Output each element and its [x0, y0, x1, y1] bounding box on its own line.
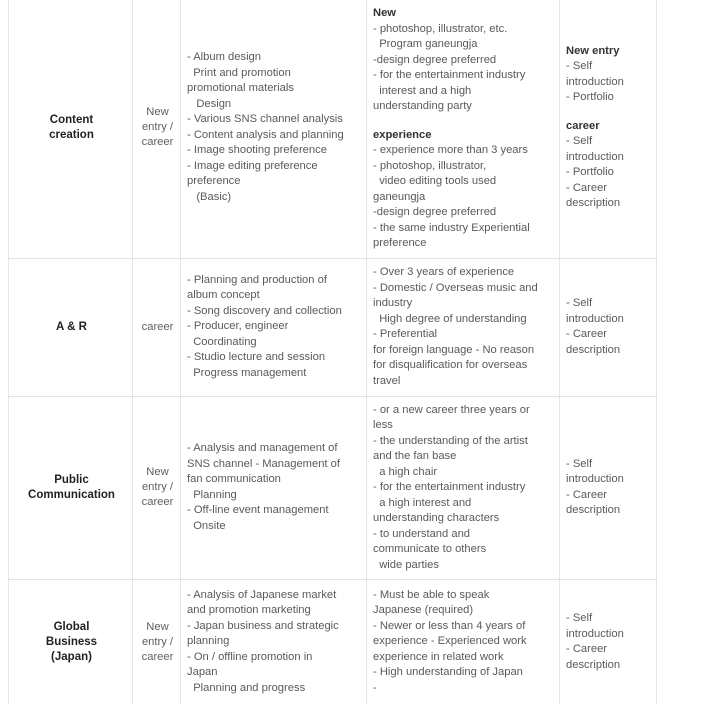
duty-line: - Album design — [187, 51, 262, 64]
duty-line: Progress management — [187, 366, 307, 379]
duty-line: Design — [187, 97, 232, 110]
document-line: - Career — [566, 488, 608, 501]
duty-line: promotional materials — [187, 82, 294, 95]
department-cell — [9, 0, 133, 258]
requirement-line: -design degree preferred — [373, 53, 497, 66]
spacer — [566, 106, 652, 119]
department-name: creation — [49, 128, 94, 141]
hiring-type-text: New — [146, 106, 169, 119]
document-line: introduction — [566, 312, 624, 325]
requirement-line: industry — [373, 297, 413, 309]
requirement-line: - — [373, 681, 377, 694]
requirement-line: Japanese (required) — [373, 604, 474, 617]
document-line: - Self — [566, 457, 593, 470]
document-line: - Self — [566, 612, 593, 624]
table-row — [9, 0, 657, 258]
document-line: - Self — [566, 297, 593, 309]
document-line: introduction — [566, 75, 624, 88]
department-cell — [9, 580, 133, 704]
requirement-line: a high interest and — [373, 496, 472, 509]
requirement-line: - photoshop, illustrator, etc. — [373, 22, 508, 35]
duty-line: - On / offline promotion in — [187, 650, 313, 663]
spacer — [373, 115, 555, 128]
requirement-line: - Over 3 years of experience — [373, 266, 515, 278]
hiring-type-text: career — [141, 496, 174, 509]
requirement-line: - Domestic / Overseas music and — [373, 281, 538, 294]
duty-line: Japan — [187, 666, 218, 679]
duty-line: - Various SNS channel analysis — [187, 113, 343, 126]
table-row — [9, 258, 657, 396]
requirements-cell — [367, 258, 560, 396]
hiring-type-text: career — [141, 320, 174, 333]
duty-line: album concept — [187, 289, 260, 302]
requirement-line: understanding party — [373, 100, 472, 112]
department-name: Communication — [28, 488, 115, 501]
hiring-type-text: New — [146, 466, 169, 479]
document-line: - Career — [566, 328, 608, 340]
document-line: description — [566, 504, 621, 517]
document-line: introduction — [566, 627, 624, 640]
requirements-cell — [367, 580, 560, 704]
duty-line: planning — [187, 635, 230, 648]
duty-line: and promotion marketing — [187, 604, 311, 617]
requirement-line: - or a new career three years or — [373, 403, 530, 416]
department-name: Global — [53, 620, 90, 633]
duty-line: - Off-line event management — [187, 504, 329, 517]
duties-cell — [181, 580, 367, 704]
requirement-line: less — [373, 419, 393, 431]
document-line: description — [566, 658, 621, 671]
department-name: Public — [54, 473, 89, 486]
hiring-type-cell — [133, 258, 181, 396]
duty-line: fan communication — [187, 473, 281, 486]
department-cell — [9, 258, 133, 396]
requirement-line: and the fan base — [373, 450, 457, 462]
department-name: (Japan) — [51, 650, 92, 663]
hiring-type-text: entry / — [141, 481, 174, 494]
requirement-line: experience in related work — [373, 650, 504, 663]
department-name: Content — [49, 113, 94, 126]
document-line: description — [566, 343, 621, 356]
table-row — [9, 580, 657, 704]
duty-line: - Analysis and management of — [187, 442, 338, 455]
requirement-line: -design degree preferred — [373, 206, 497, 218]
department-name: Business — [45, 635, 98, 648]
requirement-line: - the understanding of the artist — [373, 434, 528, 447]
documents-cell — [560, 580, 657, 704]
requirement-line: for foreign language - No reason — [373, 343, 535, 356]
requirement-line: a high chair — [373, 465, 438, 478]
hiring-type-text: entry / — [141, 121, 174, 134]
duty-line: preference — [187, 175, 241, 188]
requirement-line: - for the entertainment industry — [373, 481, 526, 493]
requirements-cell — [367, 396, 560, 580]
duties-cell — [181, 0, 367, 258]
duties-cell — [181, 396, 367, 580]
requirement-line: travel — [373, 374, 401, 387]
duty-line: - Planning and production of — [187, 273, 327, 286]
document-line: - Portfolio — [566, 166, 614, 179]
hiring-type-text: entry / — [141, 635, 174, 648]
documents-cell — [560, 396, 657, 580]
requirements-section-title: New — [373, 7, 397, 19]
hiring-type-text: career — [141, 650, 174, 663]
document-line: - Career — [566, 643, 608, 655]
duty-line: Planning — [187, 488, 237, 501]
duty-line: - Producer, engineer — [187, 320, 289, 333]
requirements-cell — [367, 0, 560, 258]
duty-line: - Japan business and strategic — [187, 619, 339, 632]
requirement-line: - the same industry Experiential — [373, 221, 530, 234]
hiring-type-text: New — [146, 620, 169, 633]
requirement-line: interest and a high — [373, 84, 472, 97]
hiring-type-text: career — [141, 136, 174, 149]
duty-line: (Basic) — [187, 190, 232, 203]
duty-line: - Analysis of Japanese market — [187, 588, 337, 601]
department-name: A & R — [56, 320, 87, 333]
requirement-line: preference — [373, 237, 427, 249]
table-row — [9, 396, 657, 580]
duty-line: Planning and progress — [187, 681, 306, 694]
hiring-type-cell — [133, 0, 181, 258]
document-line: introduction — [566, 150, 624, 163]
duty-line: - Image shooting preference — [187, 144, 327, 157]
duty-line: - Content analysis and planning — [187, 128, 344, 141]
document-line: - Self — [566, 135, 593, 148]
duty-line: - Song discovery and collection — [187, 304, 342, 317]
requirement-line: High degree of understanding — [373, 312, 527, 325]
duty-line: - Image editing preference — [187, 159, 318, 172]
document-line: - Portfolio — [566, 91, 614, 104]
requirement-line: for disqualification for overseas — [373, 359, 528, 371]
requirement-line: - to understand and — [373, 527, 471, 540]
document-line: - Career — [566, 181, 608, 194]
requirement-line: - Preferential — [373, 328, 438, 340]
document-line: introduction — [566, 473, 624, 486]
requirement-line: wide parties — [373, 558, 439, 571]
documents-cell — [560, 258, 657, 396]
job-openings-table — [8, 0, 657, 704]
document-line: - Self — [566, 60, 593, 73]
duty-line: SNS channel - Management of — [187, 457, 340, 470]
hiring-type-cell — [133, 396, 181, 580]
requirement-line: experience - Experienced work — [373, 635, 527, 648]
documents-section-title: New entry — [566, 44, 620, 57]
document-line: description — [566, 197, 621, 210]
duty-line: Onsite — [187, 519, 226, 532]
documents-section-title: career — [566, 119, 600, 132]
requirement-line: video editing tools used — [373, 175, 497, 187]
requirements-section-title: experience — [373, 128, 432, 141]
duty-line: - Studio lecture and session — [187, 351, 326, 364]
duties-cell — [181, 258, 367, 396]
department-cell — [9, 396, 133, 580]
documents-cell — [560, 0, 657, 258]
requirement-line: ganeungja — [373, 190, 426, 203]
requirement-line: - photoshop, illustrator, — [373, 159, 487, 172]
requirement-line: - High understanding of Japan — [373, 666, 523, 679]
requirement-line: - Must be able to speak — [373, 588, 490, 601]
duty-line: Print and promotion — [187, 66, 291, 79]
duty-line: Coordinating — [187, 335, 257, 348]
requirement-line: Program ganeungja — [373, 38, 478, 50]
requirement-line: communicate to others — [373, 543, 487, 555]
requirement-line: understanding characters — [373, 512, 500, 524]
requirement-line: - for the entertainment industry — [373, 69, 526, 81]
requirement-line: - experience more than 3 years — [373, 144, 528, 156]
requirement-line: - Newer or less than 4 years of — [373, 619, 526, 632]
hiring-type-cell — [133, 580, 181, 704]
